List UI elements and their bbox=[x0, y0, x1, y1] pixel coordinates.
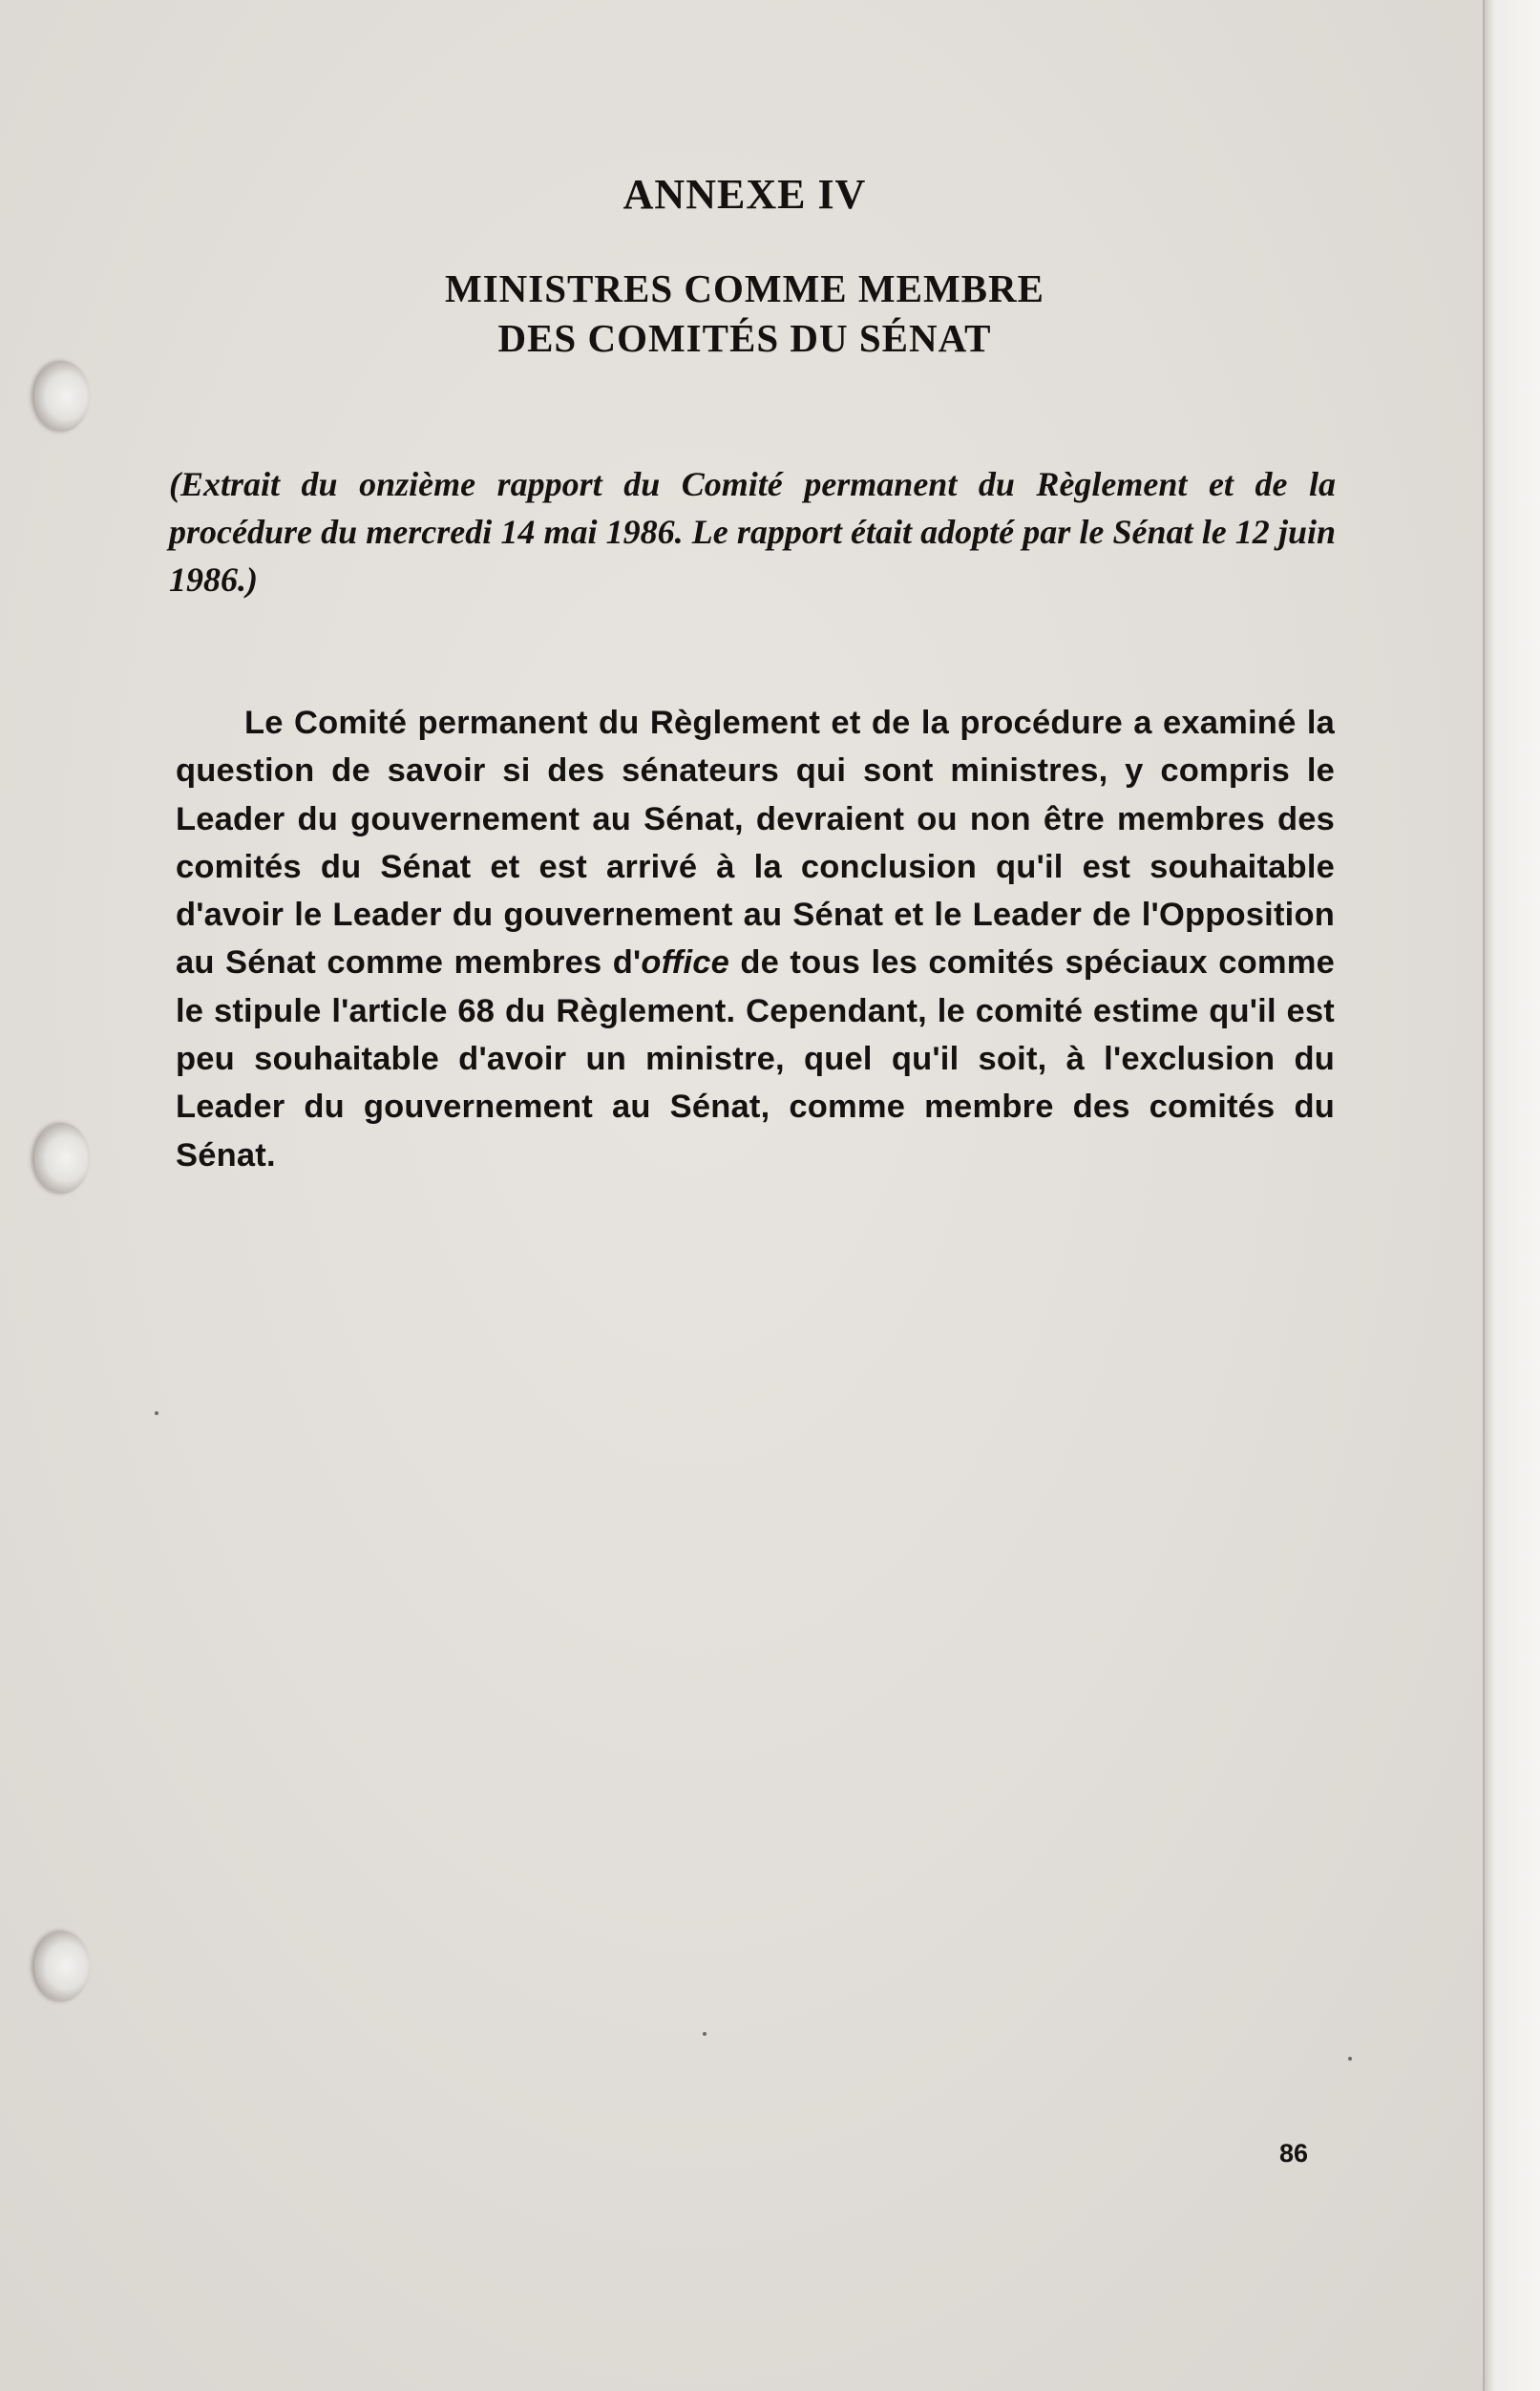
paper-speck bbox=[155, 1411, 158, 1415]
paper-speck bbox=[1348, 2057, 1352, 2061]
document-subtitle bbox=[0, 264, 1489, 363]
page-number: 86 bbox=[1279, 2139, 1309, 2168]
annexe-title: ANNEXE IV bbox=[622, 171, 867, 218]
subtitle-line-1: MINISTRES COMME MEMBRE bbox=[445, 266, 1044, 310]
body-text-italic-term: office bbox=[641, 944, 730, 982]
body-text-part-1: Le Comité permanent du Règlement et de la procédure a examiné la question de savoir si des sénateurs qui sont ministres, y compris le Leader du gouvernement au Sénat, devraient ou non être membres des comités du Sénat et est arrivé à la conclusion qu'il est souhaitable d'avoir le Leader du gouvernement au Sénat et le Leader de l'Opposition au Sénat comme membres d' bbox=[176, 705, 1335, 982]
body-text-part-2: de tous les comités spéciaux comme le stipule l'article 68 du Règlement. Cependant, le comité estime qu'il est peu souhaitable d'avoir un ministre, quel qu'il soit, à l'exclusion du Leader du gouvernement au Sénat, comme membre des comités du Sénat. bbox=[176, 944, 1335, 1174]
binder-hole-top bbox=[34, 361, 90, 432]
page-edge bbox=[1483, 0, 1540, 2391]
subtitle-line-2: DES COMITÉS DU SÉNAT bbox=[497, 316, 992, 360]
extract-note: (Extrait du onzième rapport du Comité permanent du Règlement et de la procédure du mercredi 14 mai 1986. Le rapport était adopté par le Sénat le 12 juin 1986.) bbox=[169, 465, 1336, 599]
paper-speck bbox=[703, 2032, 707, 2036]
binder-hole-bottom bbox=[34, 1931, 90, 2001]
body-paragraph bbox=[176, 699, 1335, 1179]
binder-hole-middle bbox=[34, 1123, 90, 1194]
